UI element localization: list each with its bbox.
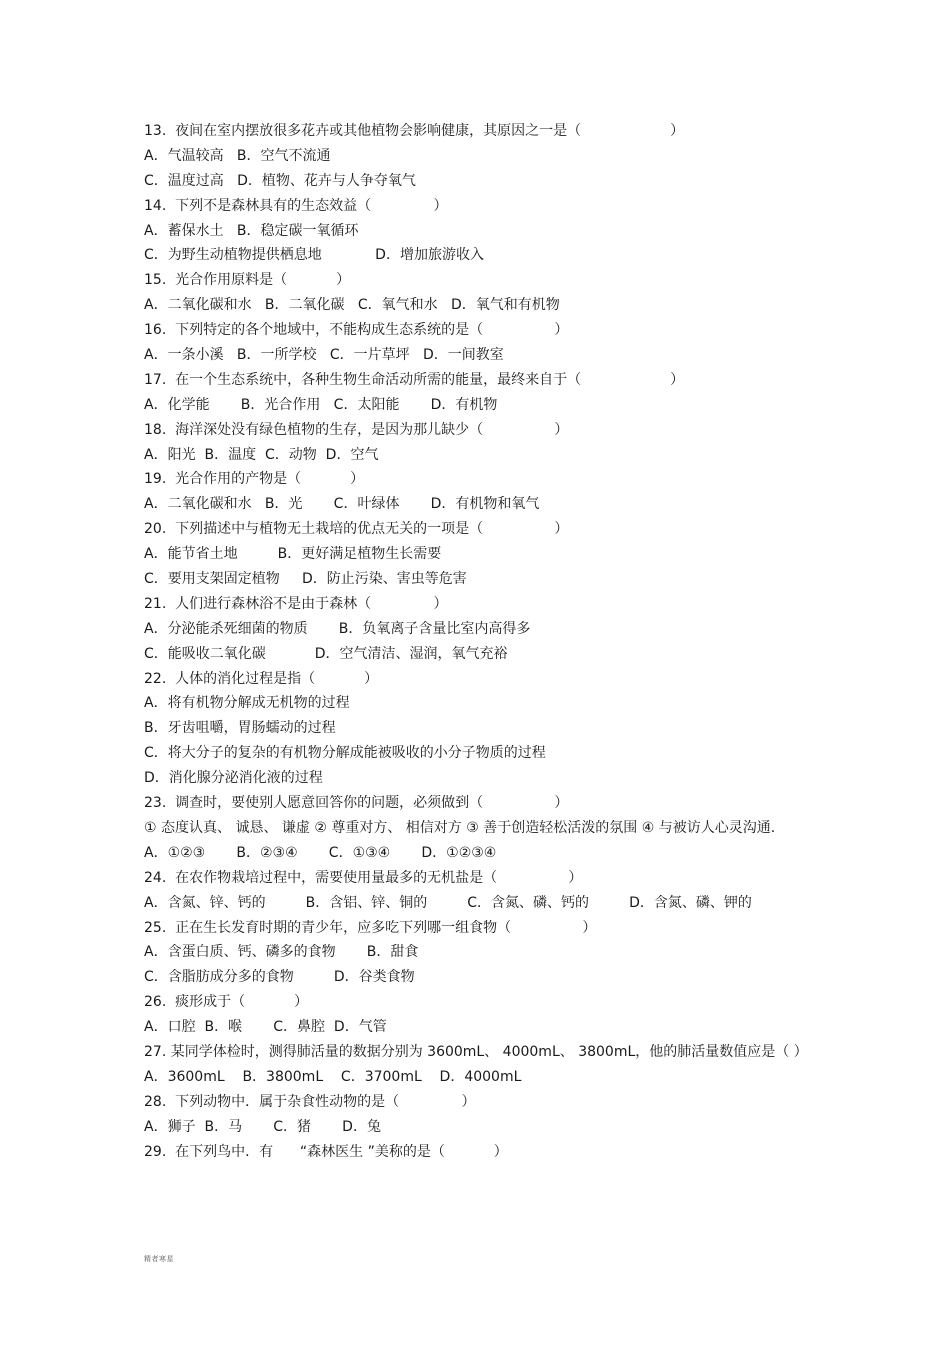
options-21b: C．能吸收二氧化碳 D．空气清洁、湿润，氧气充裕 bbox=[144, 645, 508, 662]
option-22d: D．消化腺分泌消化液的过程 bbox=[144, 770, 323, 787]
options-13b: C．温度过高 D．植物、花卉与人争夺氧气 bbox=[144, 172, 416, 189]
options-14a: A．蓄保水土 B．稳定碳一氧循环 bbox=[144, 222, 359, 239]
question-17: 17. 在一个生态系统中，各种生物生命活动所需的能量，最终来自于（ ） bbox=[144, 371, 685, 388]
statements-23: ① 态度认真、 诚恳、 谦虚 ② 尊重对方、 相信对方 ③ 善于创造轻松活泼的氛围 ④ 与被访人心灵沟通. bbox=[144, 819, 776, 836]
options-25b: C．含脂肪成分多的食物 D．谷类食物 bbox=[144, 969, 415, 986]
question-21: 21. 人们进行森林浴不是由于森林（ ） bbox=[144, 595, 448, 612]
question-20: 20. 下列描述中与植物无土栽培的优点无关的一项是（ ） bbox=[144, 521, 569, 538]
question-28: 28. 下列动物中．属于杂食性动物的是（ ） bbox=[144, 1093, 476, 1110]
question-list bbox=[144, 119, 814, 1164]
options-27: A．3600mL B．3800mL C．3700mL D．4000mL bbox=[144, 1068, 522, 1085]
question-13: 13. 夜间在室内摆放很多花卉或其他植物会影响健康，其原因之一是（ ） bbox=[144, 123, 685, 139]
option-22c: C．将大分子的复杂的有机物分解成能被吸收的小分子物质的过程 bbox=[144, 745, 546, 762]
options-26: A．口腔 B．喉 C．鼻腔 D．气管 bbox=[144, 1019, 387, 1036]
options-28: A．狮子 B．马 C．猪 D．兔 bbox=[144, 1118, 381, 1135]
options-17: A．化学能 B．光合作用 C．太阳能 D．有机物 bbox=[144, 396, 498, 413]
options-14b: C．为野生动植物提供栖息地 D．增加旅游收入 bbox=[144, 247, 484, 264]
options-16: A．一条小溪 B．一所学校 C．一片草坪 D．一间教室 bbox=[144, 347, 504, 364]
question-14: 14. 下列不是森林具有的生态效益（ ） bbox=[144, 197, 448, 214]
options-19: A．二氧化碳和水 B．光 C．叶绿体 D．有机物和氧气 bbox=[144, 496, 540, 513]
question-15: 15. 光合作用原料是（ ） bbox=[144, 272, 351, 289]
question-22: 22. 人体的消化过程是指（ ） bbox=[144, 670, 379, 687]
options-18: A．阳光 B．温度 C．动物 D．空气 bbox=[144, 446, 379, 463]
question-23: 23. 调查时，要使别人愿意回答你的问题，必须做到（ ） bbox=[144, 795, 569, 812]
question-24: 24. 在农作物栽培过程中，需要使用量最多的无机盐是（ ） bbox=[144, 869, 583, 886]
question-18: 18. 海洋深处没有绿色植物的生存，是因为那儿缺少（ ） bbox=[144, 421, 569, 438]
options-20a: A．能节省土地 B．更好满足植物生长需要 bbox=[144, 546, 442, 563]
question-26: 26. 痰形成于（ ） bbox=[144, 994, 309, 1011]
options-13a: A．气温较高 B．空气不流通 bbox=[144, 147, 331, 164]
options-15: A．二氧化碳和水 B．二氧化碳 C．氧气和水 D．氧气和有机物 bbox=[144, 297, 560, 314]
options-20b: C．要用支架固定植物 D．防止污染、害虫等危害 bbox=[144, 571, 467, 588]
options-24: A．含氮、锌、钙的 B．含铝、锌、铜的 C．含氮、磷、钙的 D．含氮、磷、钾的 bbox=[144, 894, 752, 911]
options-23: A．①②③ B．②③④ C．①③④ D．①②③④ bbox=[144, 844, 497, 861]
option-22a: A．将有机物分解成无机物的过程 bbox=[144, 695, 350, 712]
page-footer: 精者寒星 bbox=[144, 1255, 174, 1263]
question-19: 19. 光合作用的产物是（ ） bbox=[144, 471, 365, 488]
option-22b: B．牙齿咀嚼，胃肠蠕动的过程 bbox=[144, 720, 336, 737]
options-25a: A．含蛋白质、钙、磷多的食物 B．甜食 bbox=[144, 944, 419, 961]
question-29: 29. 在下列鸟中．有 “森林医生 ”美称的是（ ） bbox=[144, 1143, 508, 1160]
options-21a: A．分泌能杀死细菌的物质 B．负氧离子含量比室内高得多 bbox=[144, 620, 531, 637]
question-16: 16. 下列特定的各个地域中，不能构成生态系统的是（ ） bbox=[144, 322, 569, 339]
question-27: 27. 某同学体检时，测得肺活量的数据分别为 3600mL、 4000mL、 3800mL，他的肺活量数值应是（ ） bbox=[144, 1043, 808, 1060]
question-25: 25. 正在生长发育时期的青少年，应多吃下列哪一组食物（ ） bbox=[144, 919, 597, 936]
